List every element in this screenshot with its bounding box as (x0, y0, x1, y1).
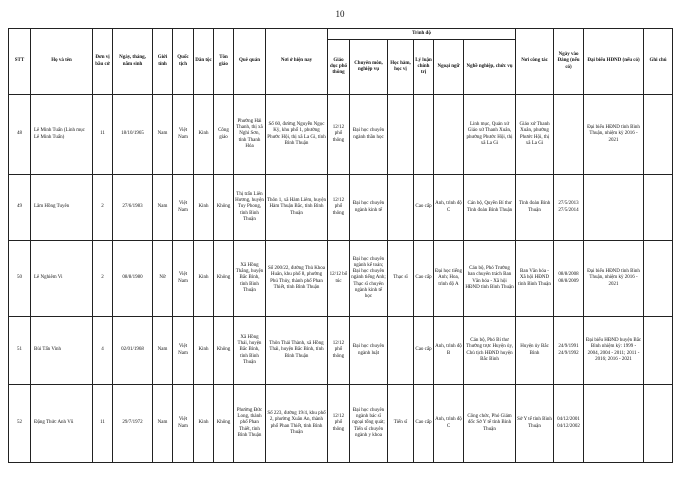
cell-hometown: Phường Đức Long, thành phố Phan Thiết, tỉnh Bình Thuận (234, 385, 266, 463)
header-deputy: Đại biểu HĐND (nếu có) (584, 29, 644, 95)
cell-deputy: Đại biểu HĐND tỉnh Bình Thuận, nhiệm kỳ 2016 - 2021 (584, 95, 644, 175)
header-religion: Tôn giáo (214, 29, 234, 95)
cell-deputy: Đại biểu HĐND huyện Bắc Bình nhiệm kỳ: 1999 - 2004, 2004 - 2011; 2011 - 2016; 2016 - 2021 (584, 317, 644, 385)
cell-language: Anh, trình độ B (434, 317, 464, 385)
cell-nationality: Việt Nam (173, 317, 194, 385)
cell-ethnicity: Kinh (194, 385, 214, 463)
cell-residence: Thôn 1, xã Hàm Liêm, huyện Hàm Thuận Bắc, tỉnh Bình Thuận (266, 175, 328, 241)
cell-general-edu: 12/12 phổ thông (328, 317, 350, 385)
cell-ethnicity: Kinh (194, 95, 214, 175)
header-specialty: Chuyên môn, nghiệp vụ (350, 40, 388, 95)
cell-party-date: 27/5/2013 27/5/2014 (554, 175, 584, 241)
cell-specialty: Đại học chuyên ngành kế toán; Đại học chuyên ngành tiếng Anh; Thạc sĩ chuyên ngành kinh tế học (350, 241, 388, 317)
header-language: Ngoại ngữ (434, 40, 464, 95)
cell-stt: 48 (9, 95, 31, 175)
cell-academic: Thạc sĩ (388, 241, 414, 317)
cell-residence: Số 223, đường 19/4, khu phố 2, phường Xuân An, thành phố Phan Thiết, tỉnh Bình Thuận (266, 385, 328, 463)
cell-note (644, 175, 673, 241)
header-gender: Giới tính (153, 29, 173, 95)
header-unit: Đơn vị bầu cử (93, 29, 113, 95)
cell-deputy: Đại biểu HĐND tỉnh Bình Thuận, nhiệm kỳ 2016 - 2021 (584, 241, 644, 317)
cell-ethnicity: Kinh (194, 241, 214, 317)
cell-dob: 02/01/1968 (113, 317, 153, 385)
cell-ethnicity: Kinh (194, 317, 214, 385)
cell-unit: 2 (93, 175, 113, 241)
header-residence: Nơi ở hiện nay (266, 29, 328, 95)
cell-academic (388, 175, 414, 241)
header-note: Ghi chú (644, 29, 673, 95)
cell-general-edu: 12/12 phổ thông (328, 95, 350, 175)
cell-gender: Nam (153, 317, 173, 385)
cell-dob: 18/10/1965 (113, 95, 153, 175)
cell-residence: Số 200/22, đường Thủ Khoa Huân, khu phố 8, phường Phú Thủy, thành phố Phan Thiết, tỉnh Bình Thuận (266, 241, 328, 317)
header-occupation: Nghề nghiệp, chức vụ (464, 40, 516, 95)
cell-workplace: Ban Văn hóa - Xã hội HĐND tỉnh Bình Thuận (516, 241, 554, 317)
cell-party-date: 04/12/2001 04/12/2002 (554, 385, 584, 463)
cell-dob: 08/8/1980 (113, 241, 153, 317)
cell-politics (414, 95, 434, 175)
cell-name: Bùi Tấn Vinh (31, 317, 93, 385)
cell-nationality: Việt Nam (173, 241, 194, 317)
cell-stt: 52 (9, 385, 31, 463)
header-nationality: Quốc tịch (173, 29, 194, 95)
cell-general-edu: 12/12 phổ thông (328, 175, 350, 241)
cell-unit: 2 (93, 241, 113, 317)
table-row (9, 95, 673, 175)
header-workplace: Nơi công tác (516, 29, 554, 95)
cell-ethnicity: Kinh (194, 175, 214, 241)
cell-deputy (584, 385, 644, 463)
header-hometown: Quê quán (234, 29, 266, 95)
cell-specialty: Đại học chuyên ngành thần học (350, 95, 388, 175)
cell-dob: 29/7/1972 (113, 385, 153, 463)
cell-deputy (584, 175, 644, 241)
cell-religion: Không (214, 385, 234, 463)
header-politics: Lý luận chính trị (414, 40, 434, 95)
cell-stt: 51 (9, 317, 31, 385)
cell-nationality: Việt Nam (173, 385, 194, 463)
header-general-edu: Giáo dục phổ thông (328, 40, 350, 95)
cell-occupation: Cán bộ, Phó Trưởng ban chuyên trách Ban Văn hóa - Xã hội HĐND tỉnh Bình Thuận (464, 241, 516, 317)
cell-occupation: Công chức, Phó Giám đốc Sở Y tế tỉnh Bình Thuận (464, 385, 516, 463)
cell-politics: Cao cấp (414, 385, 434, 463)
table-row (9, 385, 673, 463)
cell-gender: Nữ (153, 241, 173, 317)
header-education-group: Trình độ (328, 29, 516, 40)
cell-religion: Không (214, 241, 234, 317)
cell-general-edu: 12/12 bổ túc (328, 241, 350, 317)
cell-religion: Công giáo (214, 95, 234, 175)
table-row (9, 175, 673, 241)
cell-occupation: Cán bộ, Quyền Bí thư Tỉnh đoàn Bình Thuận (464, 175, 516, 241)
cell-hometown: Phường Hải Thanh, thị xã Nghi Sơn, tỉnh Thanh Hóa (234, 95, 266, 175)
cell-nationality: Việt Nam (173, 95, 194, 175)
cell-name: Lê Nghiêm Vi (31, 241, 93, 317)
cell-note (644, 241, 673, 317)
page-number: 10 (335, 9, 345, 19)
cell-nationality: Việt Nam (173, 175, 194, 241)
cell-occupation: Cán bộ, Phó Bí thư Thường trực Huyện ủy, Chủ tịch HĐND huyện Bắc Bình (464, 317, 516, 385)
table-row (9, 241, 673, 317)
cell-hometown: Xã Hồng Thái, huyện Bắc Bình, tỉnh Bình Thuận (234, 317, 266, 385)
cell-name: Đặng Thức Anh Vũ (31, 385, 93, 463)
cell-specialty: Đại học chuyên ngành bác sĩ ngoại tổng quát; Tiến sĩ chuyên ngành y khoa (350, 385, 388, 463)
cell-hometown: Xã Hồng Thắng, huyện Bắc Bình, tỉnh Bình Thuận (234, 241, 266, 317)
header-name: Họ và tên (31, 29, 93, 95)
cell-religion: Không (214, 317, 234, 385)
cell-specialty: Đại học chuyên ngành kinh tế (350, 175, 388, 241)
cell-stt: 50 (9, 241, 31, 317)
cell-workplace: Tỉnh đoàn Bình Thuận (516, 175, 554, 241)
cell-workplace: Huyện ủy Bắc Bình (516, 317, 554, 385)
cell-occupation: Linh mục, Quản xứ Giáo xứ Thanh Xuân, phường Phước Hội, thị xã La Gi (464, 95, 516, 175)
cell-party-date: 24/9/1991 24/9/1992 (554, 317, 584, 385)
cell-party-date (554, 95, 584, 175)
cell-note (644, 317, 673, 385)
cell-workplace: Sở Y tế tỉnh Bình Thuận (516, 385, 554, 463)
cell-stt: 49 (9, 175, 31, 241)
header-academic: Học hàm, học vị (388, 40, 414, 95)
cell-name: Lê Minh Tuấn (Linh mục Lê Minh Tuấn) (31, 95, 93, 175)
cell-academic: Tiến sĩ (388, 385, 414, 463)
cell-gender: Nam (153, 385, 173, 463)
cell-residence: Thôn Thái Thành, xã Hồng Thái, huyện Bắc Bình, tỉnh Bình Thuận (266, 317, 328, 385)
cell-gender: Nam (153, 95, 173, 175)
cell-language: Đại học tiếng Anh; Hoa, trình độ A (434, 241, 464, 317)
cell-note (644, 95, 673, 175)
cell-gender: Nam (153, 175, 173, 241)
cell-party-date: 08/8/2008 08/8/2009 (554, 241, 584, 317)
cell-workplace: Giáo xứ Thanh Xuân, phường Phước Hội, thị xã La Gi (516, 95, 554, 175)
table-row (9, 317, 673, 385)
cell-language: Anh, trình độ C (434, 385, 464, 463)
header-stt: STT (9, 29, 31, 95)
candidate-table (8, 28, 673, 463)
cell-politics: Cao cấp (414, 317, 434, 385)
cell-general-edu: 12/12 phổ thông (328, 385, 350, 463)
header-dob: Ngày, tháng, năm sinh (113, 29, 153, 95)
cell-residence: Số 60, đường Nguyễn Ngọc Kỳ, khu phố 1, phường Phước Hội, thị xã La Gi, tỉnh Bình Thuận (266, 95, 328, 175)
cell-religion: Không (214, 175, 234, 241)
header-ethnicity: Dân tộc (194, 29, 214, 95)
cell-politics: Cao cấp (414, 241, 434, 317)
cell-academic (388, 95, 414, 175)
header-party-date: Ngày vào Đảng (nếu có) (554, 29, 584, 95)
cell-language (434, 95, 464, 175)
cell-unit: 11 (93, 95, 113, 175)
cell-note (644, 385, 673, 463)
cell-politics: Cao cấp (414, 175, 434, 241)
cell-unit: 11 (93, 385, 113, 463)
cell-name: Lâm Hồng Tuyên (31, 175, 93, 241)
cell-language: Anh, trình độ C (434, 175, 464, 241)
cell-specialty: Đại học chuyên ngành luật (350, 317, 388, 385)
cell-hometown: Thị trấn Liên Hương, huyện Tuy Phong, tỉnh Bình Thuận (234, 175, 266, 241)
cell-dob: 27/6/1983 (113, 175, 153, 241)
cell-unit: 4 (93, 317, 113, 385)
cell-academic (388, 317, 414, 385)
